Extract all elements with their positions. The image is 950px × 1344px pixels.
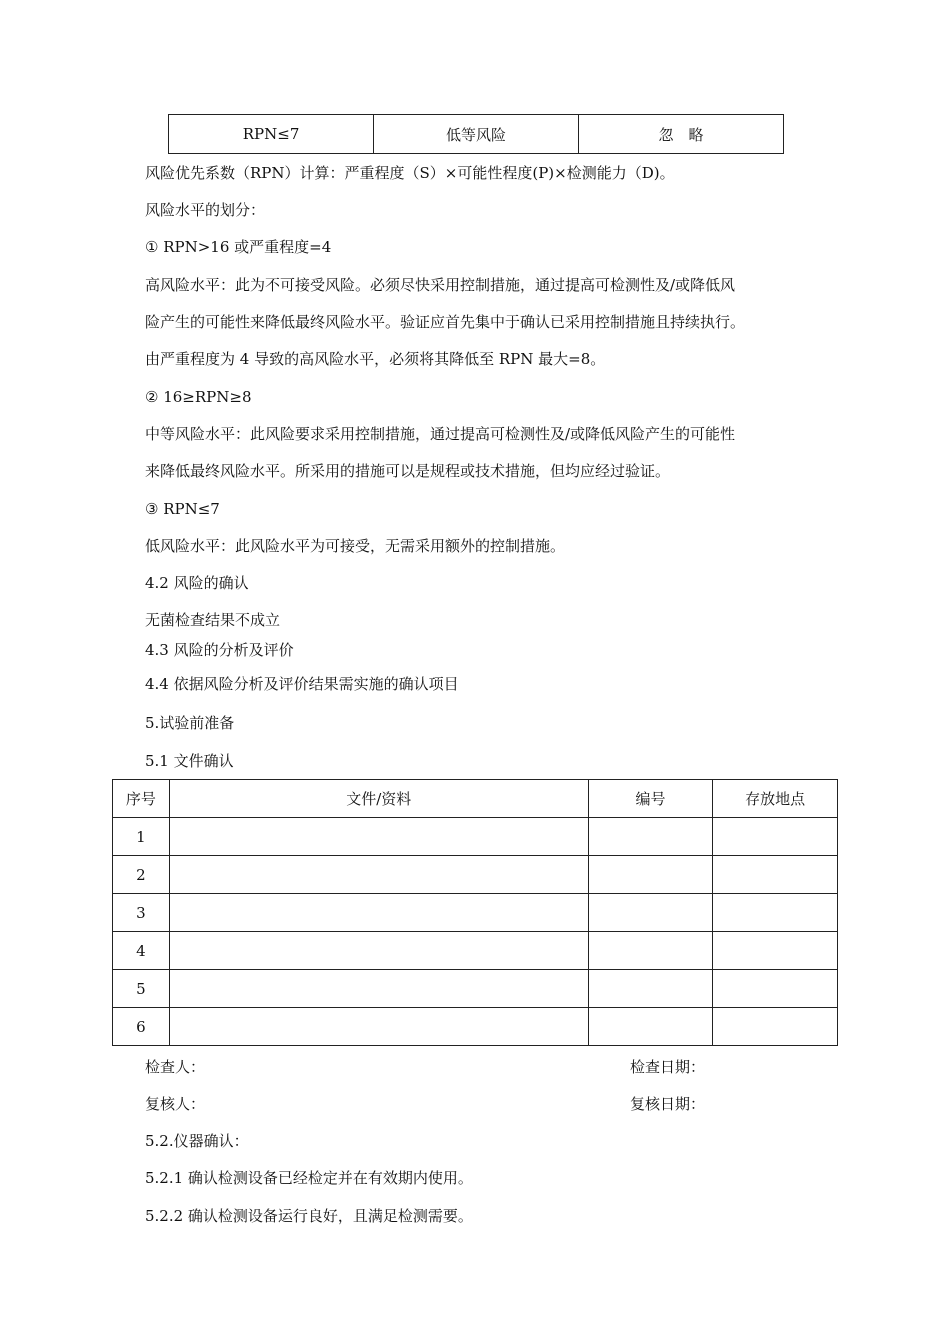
table-cell [169,856,588,894]
section-heading: 4.3 风险的分析及评价 [145,641,294,659]
paragraph: 5.2.1 确认检测设备已经检定并在有效期内使用。 [145,1169,473,1187]
row-number: 1 [113,818,170,856]
check-date-label: 检查日期： [630,1058,706,1076]
table-cell [169,818,588,856]
reviewer-label: 复核人： [145,1095,206,1113]
table-row [113,970,838,1008]
row-number: 2 [113,856,170,894]
paragraph: 风险优先系数（RPN）计算：严重程度（S）×可能性程度(P)×检测能力（D)。 [145,164,675,182]
table-cell [713,1008,838,1046]
table-cell [169,932,588,970]
paragraph: ② 16≥RPN≥8 [145,388,252,406]
table-cell [713,818,838,856]
table-cell: RPN≤7 [169,115,374,154]
paragraph: 风险水平的划分： [145,201,266,219]
table-cell [588,1008,713,1046]
rpn-level-table [168,114,784,154]
paragraph: 由严重程度为 4 导致的高风险水平，必须将其降低至 RPN 最大=8。 [145,350,606,368]
paragraph: 低风险水平：此风险水平为可接受，无需采用额外的控制措施。 [145,537,566,555]
table-cell [588,818,713,856]
row-number: 6 [113,1008,170,1046]
paragraph: 来降低最终风险水平。所采用的措施可以是规程或技术措施，但均应经过验证。 [145,462,671,480]
table-cell [588,894,713,932]
paragraph: 无菌检查结果不成立 [145,611,281,629]
table-cell [713,970,838,1008]
table-cell [588,932,713,970]
section-heading: 5.2.仪器确认： [145,1132,249,1150]
table-cell: 忽 略 [579,115,784,154]
review-date-label: 复核日期： [630,1095,706,1113]
paragraph: ③ RPN≤7 [145,500,220,518]
paragraph: ① RPN>16 或严重程度=4 [145,238,332,256]
column-header: 序号 [113,780,170,818]
paragraph: 险产生的可能性来降低最终风险水平。验证应首先集中于确认已采用控制措施且持续执行。 [145,313,746,331]
row-number: 4 [113,932,170,970]
section-heading: 4.2 风险的确认 [145,574,249,592]
column-header: 存放地点 [713,780,838,818]
table-row [113,1008,838,1046]
table-cell [588,970,713,1008]
table-row [113,932,838,970]
table-cell [588,856,713,894]
paragraph: 高风险水平：此为不可接受风险。必须尽快采用控制措施，通过提高可检测性及/或降低风 [145,276,736,294]
paragraph: 5.2.2 确认检测设备运行良好，且满足检测需要。 [145,1207,473,1225]
table-cell [713,856,838,894]
checker-label: 检查人： [145,1058,206,1076]
table-cell [169,1008,588,1046]
table-header-row [113,780,838,818]
table-cell: 低等风险 [374,115,579,154]
section-heading: 4.4 依据风险分析及评价结果需实施的确认项目 [145,675,459,693]
column-header: 文件/资料 [169,780,588,818]
row-number: 3 [113,894,170,932]
table-row [113,894,838,932]
document-confirmation-table [112,779,838,1046]
section-heading: 5.试验前准备 [145,714,235,732]
column-header: 编号 [588,780,713,818]
table-row [113,856,838,894]
section-heading: 5.1 文件确认 [145,752,234,770]
row-number: 5 [113,970,170,1008]
table-row [169,115,784,154]
table-cell [169,894,588,932]
table-row [113,818,838,856]
table-cell [169,970,588,1008]
paragraph: 中等风险水平：此风险要求采用控制措施，通过提高可检测性及/或降低风险产生的可能性 [145,425,736,443]
table-cell [713,894,838,932]
table-cell [713,932,838,970]
